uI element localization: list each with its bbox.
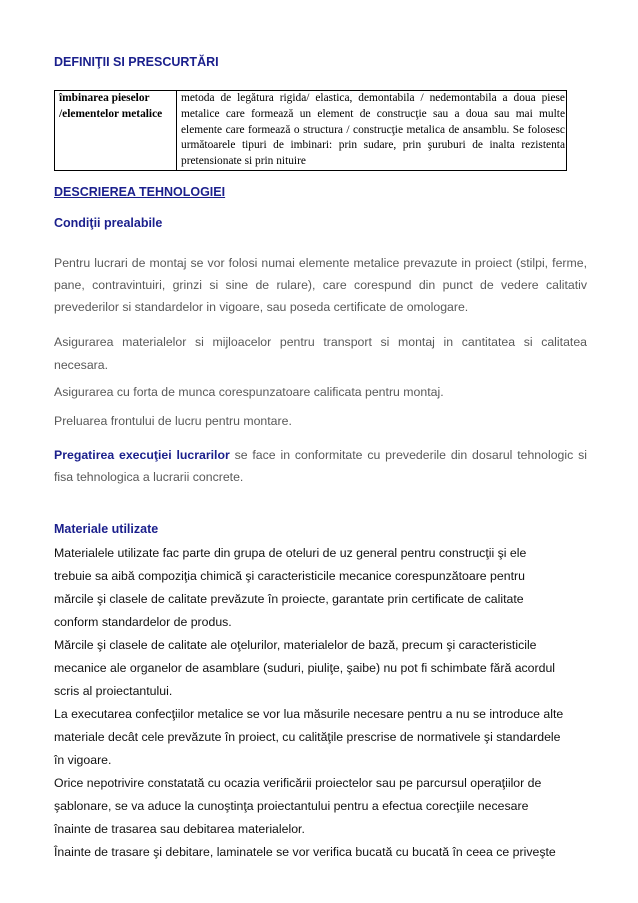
paragraph-elements [54,252,587,318]
materials-section [54,542,587,864]
text-line: înainte de trasarea sau debitarea materialelor. [54,822,305,836]
text-line: Mărcile şi clasele de calitate ale oţelurilor, materialelor de bază, precum şi caracteristicile [54,638,537,652]
text-line: mărcile şi clasele de calitate prevăzute în proiecte, garantate prin certificate de calitate [54,592,524,606]
paragraph-text: Pentru lucrari de montaj se vor folosi numai elemente metalice prevazute in proiect (stilpi, ferme, pane, contravintuiri, grinzi si sine de rulare), care corespund din punct de vedere calitativ prevederilor si standardelor in vigoare, sau poseda certificate de omologare. [54,256,587,314]
text-line: Materialele utilizate fac parte din grupa de oteluri de uz general pentru construcţii şi ele [54,546,527,560]
definition-term: îmbinarea pieselor /elementelor metalice [55,91,177,171]
text-line: scris al proiectantului. [54,684,173,698]
heading-materials: Materiale utilizate [54,522,159,536]
text-line: La executarea confecţiilor metalice se vor lua măsurile necesare pentru a nu se introduce alte [54,707,564,721]
text-line: conform standardelor de produs. [54,615,232,629]
text-line: materiale decât cele prevăzute în proiect, cu calităţile prescrise de normativele şi standardele [54,730,561,744]
text-line: în vigoare. [54,753,112,767]
paragraph-workforce [54,382,587,402]
text-line: Înainte de trasare şi debitare, laminatele se vor verifica bucată cu bucată în ceea ce priveşte [54,845,556,859]
paragraph-text: Asigurarea materialelor si mijloacelor pentru transport si montaj in cantitatea si calitatea necesara. [54,335,587,372]
definition-text: metoda de legătura rigida/ elastica, demontabila / nedemontabila a doua piese metalice care formează un element de construcţie sau a doua sau mai multe elemente care formează o structura / construcţie metalica de ansamblu. Se folosesc următoarele tipuri de imbinari: prin sudare, prin şuruburi de inalta rezistenta pretensionate si prin nituire [177,91,567,171]
definitions-table [54,90,567,171]
text-line: şablonare, se va aduce la cunoştinţa proiectantului pentru a efectua corecţiile necesare [54,799,529,813]
preparation-lead: Pregatirea execuţiei lucrarilor [54,448,230,462]
heading-preconditions: Condiţii prealabile [54,216,163,230]
text-line: Orice nepotrivire constatată cu ocazia verificării proiectelor sau pe parcursul operaţiilor de [54,776,542,790]
table-row [55,91,567,171]
text-line: mecanice ale organelor de asamblare (suduri, piuliţe, şaibe) nu pot fi schimbate fără acordul [54,661,556,675]
paragraph-preparation [54,444,587,488]
paragraph-text: Asigurarea cu forta de munca corespunzatoare calificata pentru montaj. [54,385,444,399]
heading-technology: DESCRIEREA TEHNOLOGIEI [54,185,226,199]
paragraph-text [54,444,587,488]
preparation-rest: se face in conformitate cu prevederile din dosarul tehnologic si fisa tehnologica a lucrarii concrete. [54,448,587,484]
paragraph-work-front [54,411,587,431]
paragraph-text: Preluarea frontului de lucru pentru montare. [54,414,292,428]
paragraph-materials-means [54,331,587,377]
heading-definitions: DEFINIŢII SI PRESCURTĂRI [54,55,219,69]
text-line: trebuie sa aibă compoziţia chimică şi caracteristicile mecanice corespunzătoare pentru [54,569,525,583]
